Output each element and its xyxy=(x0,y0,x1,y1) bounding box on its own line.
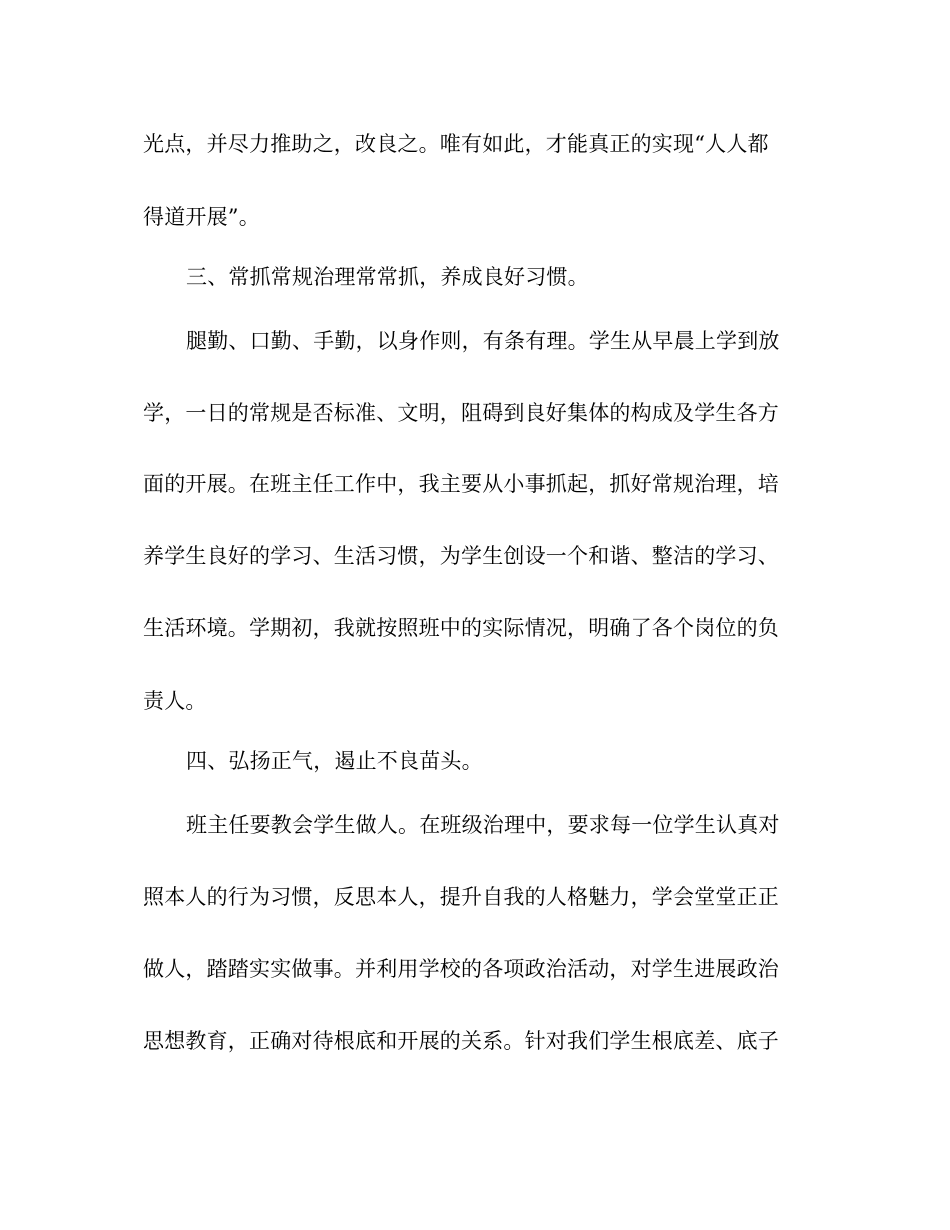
paragraph-line: 做人，踏踏实实做事。并利用学校的各项政治活动，对学生进展政治 xyxy=(143,957,779,981)
paragraph-line: 得道开展”。 xyxy=(143,205,260,229)
paragraph-line: 思想教育，正确对待根底和开展的关系。针对我们学生根底差、底子 xyxy=(143,1029,779,1053)
paragraph-line: 腿勤、口勤、手勤，以身作则，有条有理。学生从早晨上学到放 xyxy=(186,329,780,353)
section-heading: 四、弘扬正气，遏止不良苗头。 xyxy=(186,749,483,773)
paragraph-line: 光点，并尽力推助之，改良之。唯有如此，才能真正的实现“人人都 xyxy=(143,132,769,156)
section-heading: 三、常抓常规治理常常抓，养成良好习惯。 xyxy=(186,265,589,289)
paragraph-line: 学，一日的常规是否标准、文明，阻碍到良好集体的构成及学生各方 xyxy=(143,401,779,425)
paragraph-line: 面的开展。在班主任工作中，我主要从小事抓起，抓好常规治理，培 xyxy=(143,472,779,496)
paragraph-line: 照本人的行为习惯，反思本人，提升自我的人格魅力，学会堂堂正正 xyxy=(143,885,779,909)
paragraph-line: 生活环境。学期初，我就按照班中的实际情况，明确了各个岗位的负 xyxy=(143,616,779,640)
paragraph-line: 班主任要教会学生做人。在班级治理中，要求每一位学生认真对 xyxy=(186,813,780,837)
paragraph-line: 养学生良好的学习、生活习惯，为学生创设一个和谐、整洁的学习、 xyxy=(143,544,779,568)
paragraph-line: 责人。 xyxy=(143,689,207,713)
